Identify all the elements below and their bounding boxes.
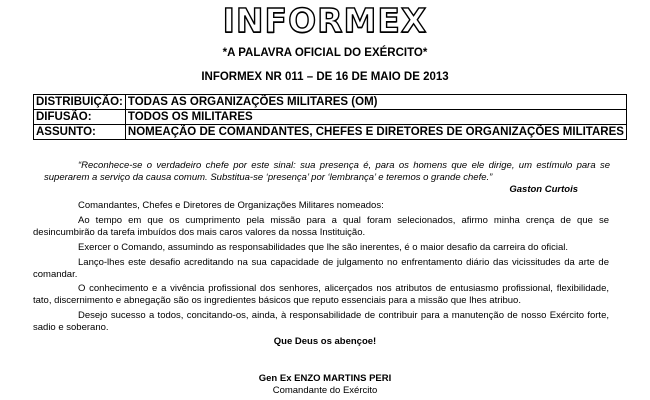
subtitle: *A PALAVRA OFICIAL DO EXÉRCITO* <box>222 47 428 59</box>
informex-logo: INFORMEX <box>222 1 428 40</box>
subject-value: NOMEAÇÃO DE COMANDANTES, CHEFES E DIRETORES DE ORGANIZAÇÕES MILITARES <box>125 125 626 140</box>
signature-title: Comandante do Exército <box>272 385 378 396</box>
table-row <box>34 95 627 110</box>
epigraph-quote: “Reconhece-se o verdadeiro chefe por este sinal: sua presença é, para os homens que ele dirige, um estímulo para se superarem a serviço da causa comum. Substitua-se ‘presença’ por ‘lembrança’ e teremos o grande chefe.” <box>44 160 610 183</box>
distribution-label: DISTRIBUIÇÃO: <box>34 95 126 110</box>
paragraph: Ao tempo em que os cumprimento pela missão para a qual foram selecionados, afirmo minha crença de que se desincumbirão da tarefa imbuídos dos mais caros valores da nossa Instituição. <box>33 215 609 238</box>
table-row <box>34 125 627 140</box>
table-row <box>34 110 627 125</box>
distribution-value: TODAS AS ORGANIZAÇÕES MILITARES (OM) <box>125 95 626 110</box>
greeting: Comandantes, Chefes e Diretores de Organizações Militares nomeados: <box>78 200 384 211</box>
diffusion-label: DIFUSÃO: <box>34 110 126 125</box>
paragraph: Desejo sucesso a todos, concitando-os, ainda, à responsabilidade de contribuir para a manutenção de nosso Exército forte, sadio e soberano. <box>33 310 609 333</box>
paragraph: Lanço-lhes este desafio acreditando na sua capacidade de julgamento no enfrentamento diário das vicissitudes da arte de comandar. <box>33 257 609 280</box>
paragraph: O conhecimento e a vivência profissional dos senhores, alicerçados nos atributos de entusiasmo profissional, flexibilidade, tato, discernimento e abnegação são os ingredientes básicos que reputo essenciais para a missão que lhes atribuo. <box>33 283 609 306</box>
signature-name: Gen Ex ENZO MARTINS PERI <box>258 373 392 384</box>
closing-blessing: Que Deus os abençoe! <box>273 336 377 347</box>
paragraph: Exercer o Comando, assumindo as responsabilidades que lhe são inerentes, é o maior desafio da carreira do oficial. <box>78 242 569 253</box>
diffusion-value: TODOS OS MILITARES <box>125 110 626 125</box>
subject-label: ASSUNTO: <box>34 125 126 140</box>
distribution-table <box>33 94 627 140</box>
quote-author: Gaston Curtois <box>509 184 578 195</box>
document-number: INFORMEX NR 011 – DE 16 DE MAIO DE 2013 <box>201 71 449 83</box>
